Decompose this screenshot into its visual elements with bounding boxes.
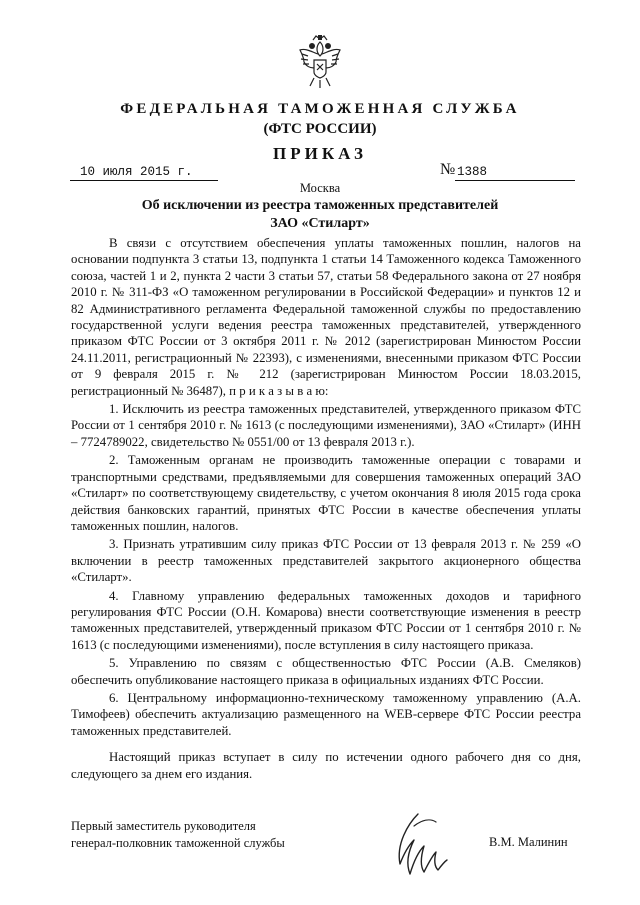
document-type: ПРИКАЗ [273,144,367,163]
signer-position [71,818,371,851]
title-line-1: Об исключении из реестра таможенных представителей [141,198,499,213]
clause-2: 2. Таможенным органам не производить таможенные операции с товарами и транспортными средствами, предъявляемыми для совершения таможенных операций ЗАО «Стиларт» по соответствующему свидетельству, с учетом окончания 8 июля 2015 года срока действия банковских гарантий, принятых ФТС России в качестве обеспечения уплаты таможенных пошлин, налогов. [71,453,581,533]
order-number: 1388 [455,164,575,181]
clause-6: 6. Центральному информационно-техническому таможенному управлению (А.А. Тимофеев) обеспечить актуализацию размещенного на WEB-сервере ФТС России реестра таможенных представителей. [71,690,581,738]
city: Москва [299,181,341,195]
agency-abbreviation: (ФТС РОССИИ) [263,121,377,137]
clause-4: 4. Главному управлению федеральных таможенных доходов и тарифного регулирования ФТС России (О.Н. Комарова) внести соответствующие изменения в реестр таможенных представителей, утвержденный приказом ФТС России от 1 сентября 2010 г. № 1613 (с последующими изменениями), после вступления в силу настоящего приказа. [71,588,581,652]
clause-3: 3. Признать утратившим силу приказ ФТС России от 13 февраля 2013 г. № 259 «О включении в реестр таможенных представителей закрытого акционерного общества «Стиларт». [71,537,581,585]
handwritten-signature [388,806,466,884]
order-date: 10 июля 2015 г. [70,164,218,181]
closing-paragraph: Настоящий приказ вступает в силу по истечении одного рабочего дня со дня, следующего за днем его издания. [71,750,581,781]
clause-1: 1. Исключить из реестра таможенных представителей, утвержденного приказом ФТС России от 1 сентября 2010 г. № 1613 (с последующими изменениями), ЗАО «Стиларт» (ИНН – 7724789022, свидетельство № 0551/00 от 13 февраля 2013 г.). [71,402,581,449]
preamble-paragraph: В связи с отсутствием обеспечения уплаты таможенных пошлин, налогов на основании подпункта 3 статьи 13, подпункта 1 статьи 14 Таможенного кодекса Таможенного союза, частей 1 и 2, пункта 2 части 3 статьи 57, статьи 58 Федерального закона от 27 ноября 2010 г. № 311-ФЗ «О таможенном регулировании в Российской Федерации» и пунктов 12 и 82 Административного регламента Федеральной таможенной службы по предоставлению государственной услуги ведения реестра таможенных представителей, утвержденного приказом ФТС России от 3 октября 2011 г. № 2012 (зарегистрирован Минюстом России 24.11.2011, регистрационный № 22393), с изменениями, внесенными приказом ФТС России от 9 февраля 2015 г. № 212 (зарегистрирован Минюстом России 18.03.2015, регистрационный № 36487), п р и к а з ы в а ю: [71,236,581,398]
number-sign: № [440,161,456,178]
signer-position-line-1: Первый заместитель руководителя [71,819,256,833]
clause-5: 5. Управлению по связям с общественностью ФТС России (А.В. Смеляков) обеспечить опубликование настоящего приказа в официальных изданиях ФТС России. [71,656,581,687]
agency-name: ФЕДЕРАЛЬНАЯ ТАМОЖЕННАЯ СЛУЖБА [120,101,520,117]
signer-name: В.М. Малинин [489,835,568,849]
order-title [0,197,640,233]
title-line-2: ЗАО «Стиларт» [270,216,370,231]
coat-of-arms-icon [296,34,344,90]
order-body [71,235,581,782]
signer-position-line-2: генерал-полковник таможенной службы [71,835,285,850]
